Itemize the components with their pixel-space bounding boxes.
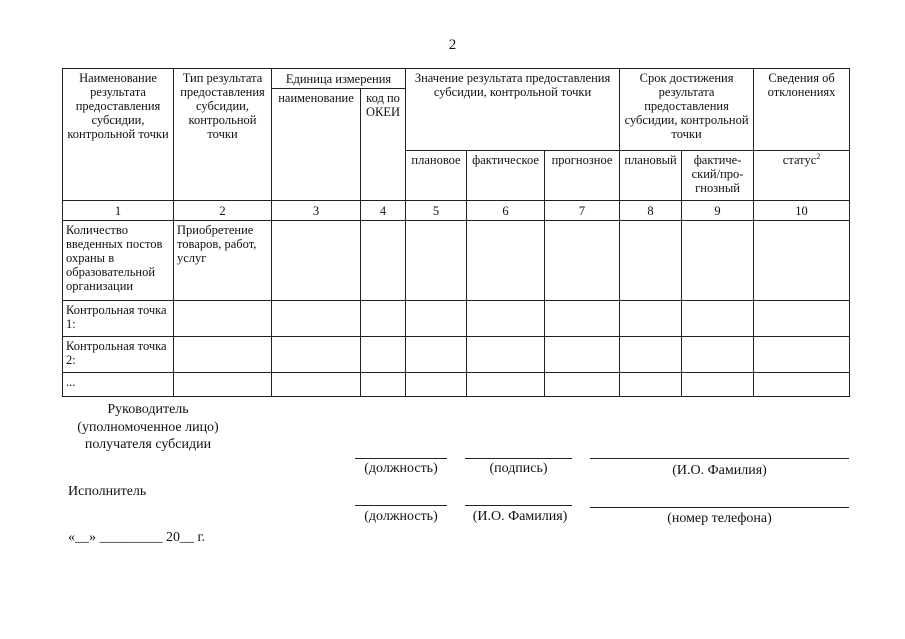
table-cell bbox=[754, 221, 850, 301]
column-number: 10 bbox=[754, 201, 850, 221]
column-number: 9 bbox=[682, 201, 754, 221]
table-cell bbox=[406, 221, 467, 301]
table-cell bbox=[272, 337, 361, 373]
head-line-3: получателя субсидии bbox=[84, 437, 212, 452]
row-name: Контрольная точка 1: bbox=[63, 301, 174, 337]
table-cell bbox=[272, 221, 361, 301]
column-number: 5 bbox=[406, 201, 467, 221]
table-cell bbox=[754, 337, 850, 373]
header-value-group: Значение результата предоставления субсидии, контрольной точки bbox=[406, 69, 620, 151]
table-cell bbox=[620, 337, 682, 373]
table-cell bbox=[406, 337, 467, 373]
table-cell bbox=[682, 301, 754, 337]
page-number: 2 bbox=[448, 37, 457, 53]
fullname-caption-2: (И.О. Фамилия) bbox=[472, 509, 568, 524]
row-type: Приобретение товаров, работ, услуг bbox=[174, 221, 272, 301]
phone-line bbox=[590, 507, 849, 508]
fullname-line-2 bbox=[465, 505, 572, 506]
table-row bbox=[63, 301, 850, 337]
table-cell bbox=[467, 221, 545, 301]
fullname-line bbox=[590, 458, 849, 459]
table-cell bbox=[467, 373, 545, 397]
table-cell bbox=[620, 301, 682, 337]
header-deviation-status: статус$^2$ bbox=[754, 151, 850, 201]
table-cell bbox=[545, 373, 620, 397]
row-name: Количество введенных постов охраны в образовательной организации bbox=[63, 221, 174, 301]
row-name: ... bbox=[63, 373, 174, 397]
column-number: 3 bbox=[272, 201, 361, 221]
signature-line bbox=[465, 458, 572, 459]
column-number: 2 bbox=[174, 201, 272, 221]
date-line: «__» _________ 20__ г. bbox=[68, 530, 206, 545]
header-value-planned: плановое bbox=[406, 151, 467, 201]
subsidy-results-table bbox=[62, 68, 850, 397]
header-unit-group: Единица измерения bbox=[272, 69, 406, 89]
head-line-2: (уполномоченное лицо) bbox=[77, 419, 219, 435]
table-cell bbox=[361, 337, 406, 373]
row-type bbox=[174, 373, 272, 397]
position-caption-2: (должность) bbox=[364, 509, 438, 524]
column-numbers-row bbox=[63, 201, 850, 221]
table-row bbox=[63, 373, 850, 397]
table-cell bbox=[272, 301, 361, 337]
signature-caption: (подпись) bbox=[489, 461, 548, 476]
position-line bbox=[355, 458, 447, 459]
table-row bbox=[63, 221, 850, 301]
row-type bbox=[174, 337, 272, 373]
position-line-2 bbox=[355, 505, 447, 506]
row-name: Контрольная точка 2: bbox=[63, 337, 174, 373]
table-cell bbox=[361, 373, 406, 397]
column-number: 6 bbox=[467, 201, 545, 221]
table-cell bbox=[545, 221, 620, 301]
header-term-planned: плановый bbox=[620, 151, 682, 201]
table-cell bbox=[467, 301, 545, 337]
column-number: 1 bbox=[63, 201, 174, 221]
header-unit-code: код по ОКЕИ bbox=[361, 89, 406, 201]
table-cell bbox=[682, 373, 754, 397]
column-number: 4 bbox=[361, 201, 406, 221]
executor-label: Исполнитель bbox=[68, 484, 147, 499]
table-cell bbox=[682, 337, 754, 373]
table-cell bbox=[406, 301, 467, 337]
column-number: 7 bbox=[545, 201, 620, 221]
position-caption: (должность) bbox=[364, 461, 438, 476]
table-cell bbox=[406, 373, 467, 397]
header-term-group: Срок достижения результата предоставления субсидии, контрольной точки bbox=[620, 69, 754, 151]
phone-caption: (номер телефона) bbox=[667, 511, 772, 526]
row-type bbox=[174, 301, 272, 337]
header-value-actual: фактическое bbox=[467, 151, 545, 201]
table-cell bbox=[361, 301, 406, 337]
header-term-actual: фактиче-ский/про-гнозный bbox=[682, 151, 754, 201]
table-cell bbox=[620, 373, 682, 397]
table-cell bbox=[620, 221, 682, 301]
table-cell bbox=[682, 221, 754, 301]
table-cell bbox=[754, 301, 850, 337]
fullname-caption: (И.О. Фамилия) bbox=[672, 463, 767, 478]
column-number: 8 bbox=[620, 201, 682, 221]
header-value-forecast: прогнозное bbox=[545, 151, 620, 201]
table-cell bbox=[545, 301, 620, 337]
table-cell bbox=[361, 221, 406, 301]
table-cell bbox=[467, 337, 545, 373]
head-signatory-label bbox=[68, 401, 228, 454]
header-unit-name: наименование bbox=[272, 89, 361, 201]
table-row bbox=[63, 337, 850, 373]
header-name: Наименование результата предоставления субсидии, контрольной точки bbox=[63, 69, 174, 201]
header-deviation-group: Сведения об отклонениях bbox=[754, 69, 850, 151]
header-result-type: Тип результата предоставления субсидии, контрольной точки bbox=[174, 69, 272, 201]
table-cell bbox=[545, 337, 620, 373]
table-cell bbox=[272, 373, 361, 397]
head-line-1: Руководитель bbox=[107, 402, 189, 417]
table-cell bbox=[754, 373, 850, 397]
